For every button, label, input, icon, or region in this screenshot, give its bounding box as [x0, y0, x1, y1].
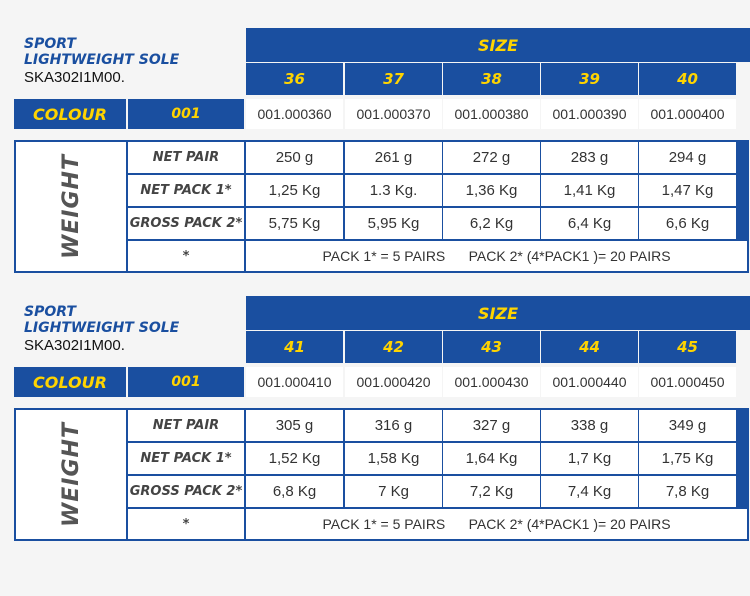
value-cell: 6,4 Kg	[541, 208, 638, 239]
colour-label: COLOUR	[14, 99, 126, 129]
reference-cell: 001.000410	[246, 367, 343, 397]
size-cell: 40	[639, 63, 736, 95]
weight-label: WEIGHT	[58, 422, 84, 527]
row-label: GROSS PACK 2*	[128, 476, 244, 507]
value-cell: 338 g	[541, 410, 638, 441]
note-asterisk: *	[128, 509, 244, 539]
product-code: SKA302I1M00.	[24, 69, 125, 86]
weight-label-box	[16, 142, 126, 271]
value-cell: 5,75 Kg	[246, 208, 343, 239]
colour-code: 001	[128, 99, 244, 129]
size-cell: 45	[639, 331, 736, 363]
value-cell: 1,47 Kg	[639, 175, 736, 206]
row-label: NET PACK 1*	[128, 443, 244, 474]
value-cell: 6,8 Kg	[246, 476, 343, 507]
value-cell: 7 Kg	[345, 476, 442, 507]
value-cell: 283 g	[541, 142, 638, 173]
value-cell: 1,52 Kg	[246, 443, 343, 474]
size-cell: 37	[345, 63, 442, 95]
value-cell: 7,2 Kg	[443, 476, 540, 507]
size-cell: 39	[541, 63, 638, 95]
value-cell: 5,95 Kg	[345, 208, 442, 239]
value-cell: 349 g	[639, 410, 736, 441]
size-header: SIZE	[246, 296, 750, 330]
product-code: SKA302I1M00.	[24, 337, 125, 354]
reference-cell: 001.000420	[345, 367, 442, 397]
reference-cell: 001.000450	[639, 367, 736, 397]
value-cell: 1,58 Kg	[345, 443, 442, 474]
reference-cell: 001.000360	[246, 99, 343, 129]
weight-label: WEIGHT	[58, 154, 84, 259]
value-cell: 1,25 Kg	[246, 175, 343, 206]
colour-code: 001	[128, 367, 244, 397]
reference-cell: 001.000380	[443, 99, 540, 129]
row-label: NET PAIR	[128, 410, 244, 441]
size-header: SIZE	[246, 28, 750, 62]
size-cell: 36	[246, 63, 343, 95]
note-asterisk: *	[128, 241, 244, 271]
value-cell: 261 g	[345, 142, 442, 173]
value-cell: 305 g	[246, 410, 343, 441]
value-cell: 294 g	[639, 142, 736, 173]
reference-cell: 001.000440	[541, 367, 638, 397]
size-cell: 43	[443, 331, 540, 363]
value-cell: 327 g	[443, 410, 540, 441]
value-cell: 1,36 Kg	[443, 175, 540, 206]
product-title-line2: LIGHTWEIGHT SOLE	[24, 320, 180, 336]
colour-label: COLOUR	[14, 367, 126, 397]
reference-cell: 001.000370	[345, 99, 442, 129]
value-cell: 1.3 Kg.	[345, 175, 442, 206]
row-label: NET PAIR	[128, 142, 244, 173]
size-cell: 41	[246, 331, 343, 363]
size-cell: 42	[345, 331, 442, 363]
row-label: GROSS PACK 2*	[128, 208, 244, 239]
size-cell: 44	[541, 331, 638, 363]
value-cell: 1,64 Kg	[443, 443, 540, 474]
value-cell: 1,41 Kg	[541, 175, 638, 206]
value-cell: 1,75 Kg	[639, 443, 736, 474]
value-cell: 250 g	[246, 142, 343, 173]
reference-cell: 001.000400	[639, 99, 736, 129]
value-cell: 316 g	[345, 410, 442, 441]
value-cell: 1,7 Kg	[541, 443, 638, 474]
row-label: NET PACK 1*	[128, 175, 244, 206]
value-cell: 6,2 Kg	[443, 208, 540, 239]
value-cell: 7,8 Kg	[639, 476, 736, 507]
product-title-line1: SPORT	[24, 36, 76, 52]
value-cell: 7,4 Kg	[541, 476, 638, 507]
reference-cell: 001.000390	[541, 99, 638, 129]
value-cell: 272 g	[443, 142, 540, 173]
weight-label-box	[16, 410, 126, 539]
reference-cell: 001.000430	[443, 367, 540, 397]
product-title-line1: SPORT	[24, 304, 76, 320]
pack-note: PACK 1* = 5 PAIRS PACK 2* (4*PACK1 )= 20 PAIRS	[246, 241, 747, 271]
value-cell: 6,6 Kg	[639, 208, 736, 239]
product-title-line2: LIGHTWEIGHT SOLE	[24, 52, 180, 68]
pack-note: PACK 1* = 5 PAIRS PACK 2* (4*PACK1 )= 20 PAIRS	[246, 509, 747, 539]
size-cell: 38	[443, 63, 540, 95]
